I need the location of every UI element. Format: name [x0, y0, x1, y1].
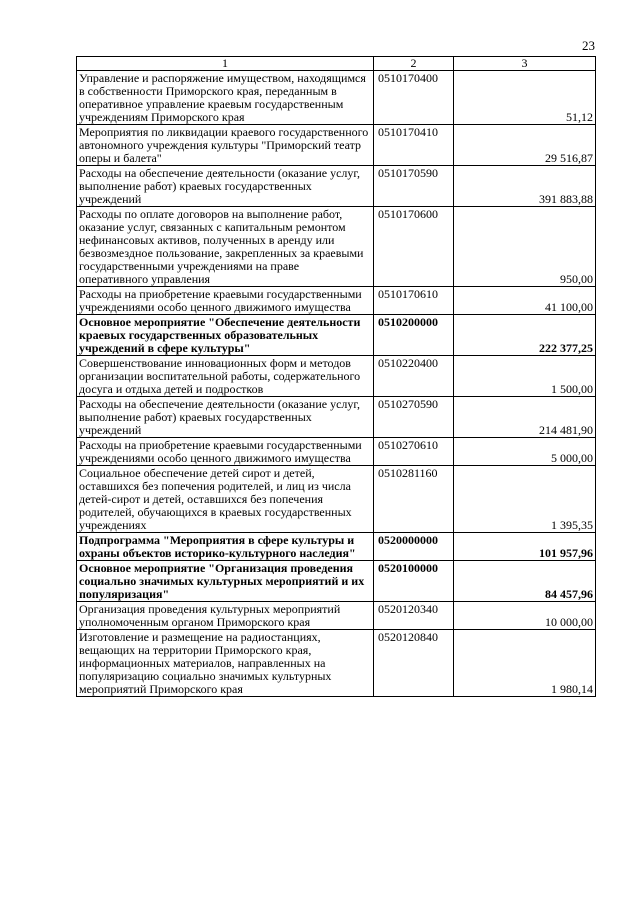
row-code-cell: 0510270610: [374, 438, 454, 466]
table-row: [77, 397, 596, 438]
table-body: [77, 71, 596, 697]
row-name-cell: Расходы на обеспечение деятельности (оказание услуг, выполнение работ) краевых государственных учреждений: [77, 166, 374, 207]
row-code-cell: 0510270590: [374, 397, 454, 438]
table-row: [77, 533, 596, 561]
table-row: [77, 602, 596, 630]
row-name-cell: Расходы по оплате договоров на выполнение работ, оказание услуг, связанных с капитальным ремонтом нефинансовых активов, полученных в аренду или безвозмездное пользование, закрепленных за краевыми государственными учреждениями на праве оперативного управления: [77, 207, 374, 287]
table-row: [77, 207, 596, 287]
row-amount-cell: 41 100,00: [454, 287, 596, 315]
row-code-cell: 0510220400: [374, 356, 454, 397]
row-code-cell: 0510281160: [374, 466, 454, 533]
row-amount-cell: 10 000,00: [454, 602, 596, 630]
row-code-cell: 0520000000: [374, 533, 454, 561]
row-amount-cell: 950,00: [454, 207, 596, 287]
table-row: [77, 561, 596, 602]
table-row: [77, 466, 596, 533]
row-name-cell: Изготовление и размещение на радиостанциях, вещающих на территории Приморского края, информационных материалов, направленных на популяризацию социально значимых культурных мероприятий Приморского края: [77, 630, 374, 697]
table-row: [77, 315, 596, 356]
column-header-2: 2: [374, 57, 454, 71]
table-row: [77, 125, 596, 166]
row-amount-cell: 222 377,25: [454, 315, 596, 356]
row-amount-cell: 1 395,35: [454, 466, 596, 533]
row-name-cell: Мероприятия по ликвидации краевого государственного автономного учреждения культуры "Приморский театр оперы и балета": [77, 125, 374, 166]
table-row: [77, 630, 596, 697]
row-name-cell: Расходы на приобретение краевыми государственными учреждениями особо ценного движимого имущества: [77, 438, 374, 466]
row-code-cell: 0510170610: [374, 287, 454, 315]
table-row: [77, 287, 596, 315]
row-name-cell: Социальное обеспечение детей сирот и детей, оставшихся без попечения родителей, и лиц из числа детей-сирот и детей, оставшихся без попечения родителей, обучающихся в краевых государственных учреждениях: [77, 466, 374, 533]
row-amount-cell: 214 481,90: [454, 397, 596, 438]
row-code-cell: 0520120840: [374, 630, 454, 697]
page-number: 23: [582, 38, 595, 53]
column-header-3: 3: [454, 57, 596, 71]
row-name-cell: Подпрограмма "Мероприятия в сфере культуры и охраны объектов историко-культурного наследия": [77, 533, 374, 561]
row-code-cell: 0520120340: [374, 602, 454, 630]
table-row: [77, 356, 596, 397]
row-amount-cell: 29 516,87: [454, 125, 596, 166]
row-name-cell: Расходы на обеспечение деятельности (оказание услуг, выполнение работ) краевых государственных учреждений: [77, 397, 374, 438]
row-code-cell: 0510170410: [374, 125, 454, 166]
row-code-cell: 0510200000: [374, 315, 454, 356]
row-amount-cell: 1 980,14: [454, 630, 596, 697]
row-amount-cell: 84 457,96: [454, 561, 596, 602]
row-amount-cell: 5 000,00: [454, 438, 596, 466]
row-amount-cell: 51,12: [454, 71, 596, 125]
row-code-cell: 0510170600: [374, 207, 454, 287]
header-row: [77, 57, 596, 71]
budget-table: [76, 56, 596, 697]
row-name-cell: Расходы на приобретение краевыми государственными учреждениями особо ценного движимого имущества: [77, 287, 374, 315]
row-name-cell: Основное мероприятие "Обеспечение деятельности краевых государственных образовательных учреждений в сфере культуры": [77, 315, 374, 356]
row-amount-cell: 1 500,00: [454, 356, 596, 397]
column-header-1: 1: [77, 57, 374, 71]
row-name-cell: Совершенствование инновационных форм и методов организации воспитательной работы, содержательного досуга и отдыха детей и подростков: [77, 356, 374, 397]
row-code-cell: 0520100000: [374, 561, 454, 602]
row-code-cell: 0510170400: [374, 71, 454, 125]
table-row: [77, 71, 596, 125]
table-row: [77, 166, 596, 207]
row-name-cell: Основное мероприятие "Организация проведения социально значимых культурных мероприятий и их популяризация": [77, 561, 374, 602]
table-row: [77, 438, 596, 466]
row-code-cell: 0510170590: [374, 166, 454, 207]
row-name-cell: Организация проведения культурных мероприятий уполномоченным органом Приморского края: [77, 602, 374, 630]
row-amount-cell: 101 957,96: [454, 533, 596, 561]
row-name-cell: Управление и распоряжение имуществом, находящимся в собственности Приморского края, переданным в оперативное управление краевым государственным учреждениям Приморского края: [77, 71, 374, 125]
row-amount-cell: 391 883,88: [454, 166, 596, 207]
